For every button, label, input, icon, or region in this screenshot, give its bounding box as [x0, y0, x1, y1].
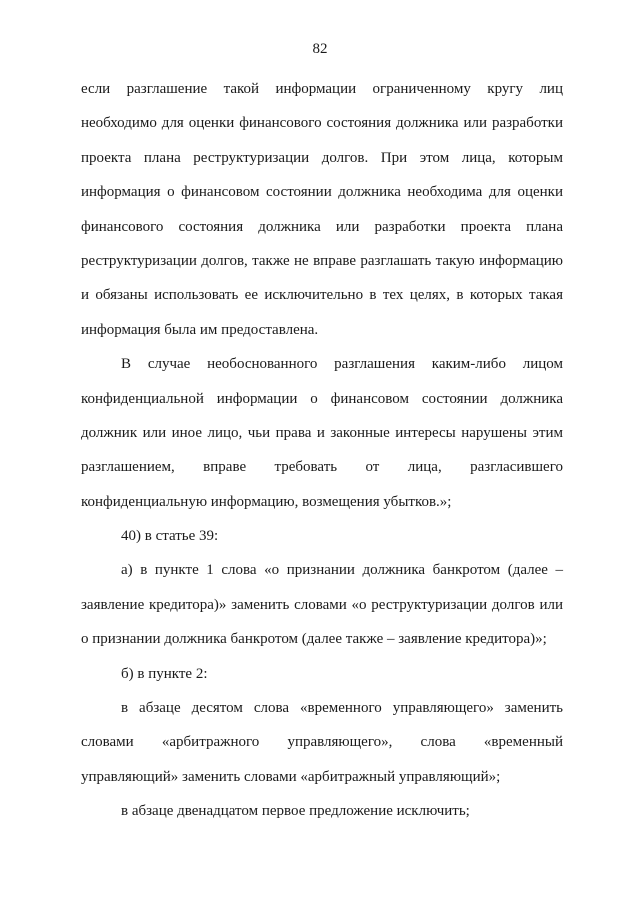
text-line: информация была им предоставлена.: [81, 321, 319, 338]
text-line: если разглашение такой информации ограниченному кругу лиц: [81, 81, 563, 97]
text-line: В случае необоснованного разглашения каким-либо лицом: [121, 356, 563, 373]
text-line: должник или иное лицо, чьи права и законные интересы нарушены этим: [81, 424, 563, 441]
text-line: заявление кредитора)» заменить словами «о реструктуризации долгов или: [81, 596, 563, 613]
text-line: б) в пункте 2:: [121, 665, 208, 682]
text-line: а) в пункте 1 слова «о признании должника банкротом (далее –: [121, 562, 563, 579]
text-line: разглашением, вправе требовать от лица, разгласившего: [81, 459, 563, 476]
text-line: финансового состояния должника или разработки проекта плана: [81, 218, 563, 235]
text-line: управляющий» заменить словами «арбитражный управляющий»;: [81, 768, 501, 785]
text-line: в абзаце двенадцатом первое предложение исключить;: [121, 803, 470, 820]
body-text: [81, 78, 563, 835]
text-line: о признании должника банкротом (далее также – заявление кредитора)»;: [81, 631, 547, 648]
text-line: конфиденциальную информацию, возмещения убытков.»;: [81, 493, 452, 510]
text-line: необходимо для оценки финансового состояния должника или разработки: [81, 115, 563, 132]
text-line: и обязаны использовать ее исключительно в тех целях, в которых такая: [81, 287, 563, 304]
text-line: реструктуризации долгов, также не вправе разглашать такую информацию: [81, 252, 563, 269]
text-line: информация о финансовом состоянии должника необходима для оценки: [81, 184, 563, 201]
text-line: проекта плана реструктуризации долгов. При этом лица, которым: [81, 149, 563, 166]
text-line: конфиденциальной информации о финансовом состоянии должника: [81, 390, 563, 407]
text-line: 40) в статье 39:: [121, 528, 219, 545]
page-number: 82: [312, 41, 328, 57]
text-line: в абзаце десятом слова «временного управляющего» заменить: [121, 700, 563, 717]
text-line: словами «арбитражного управляющего», слова «временный: [81, 734, 563, 751]
